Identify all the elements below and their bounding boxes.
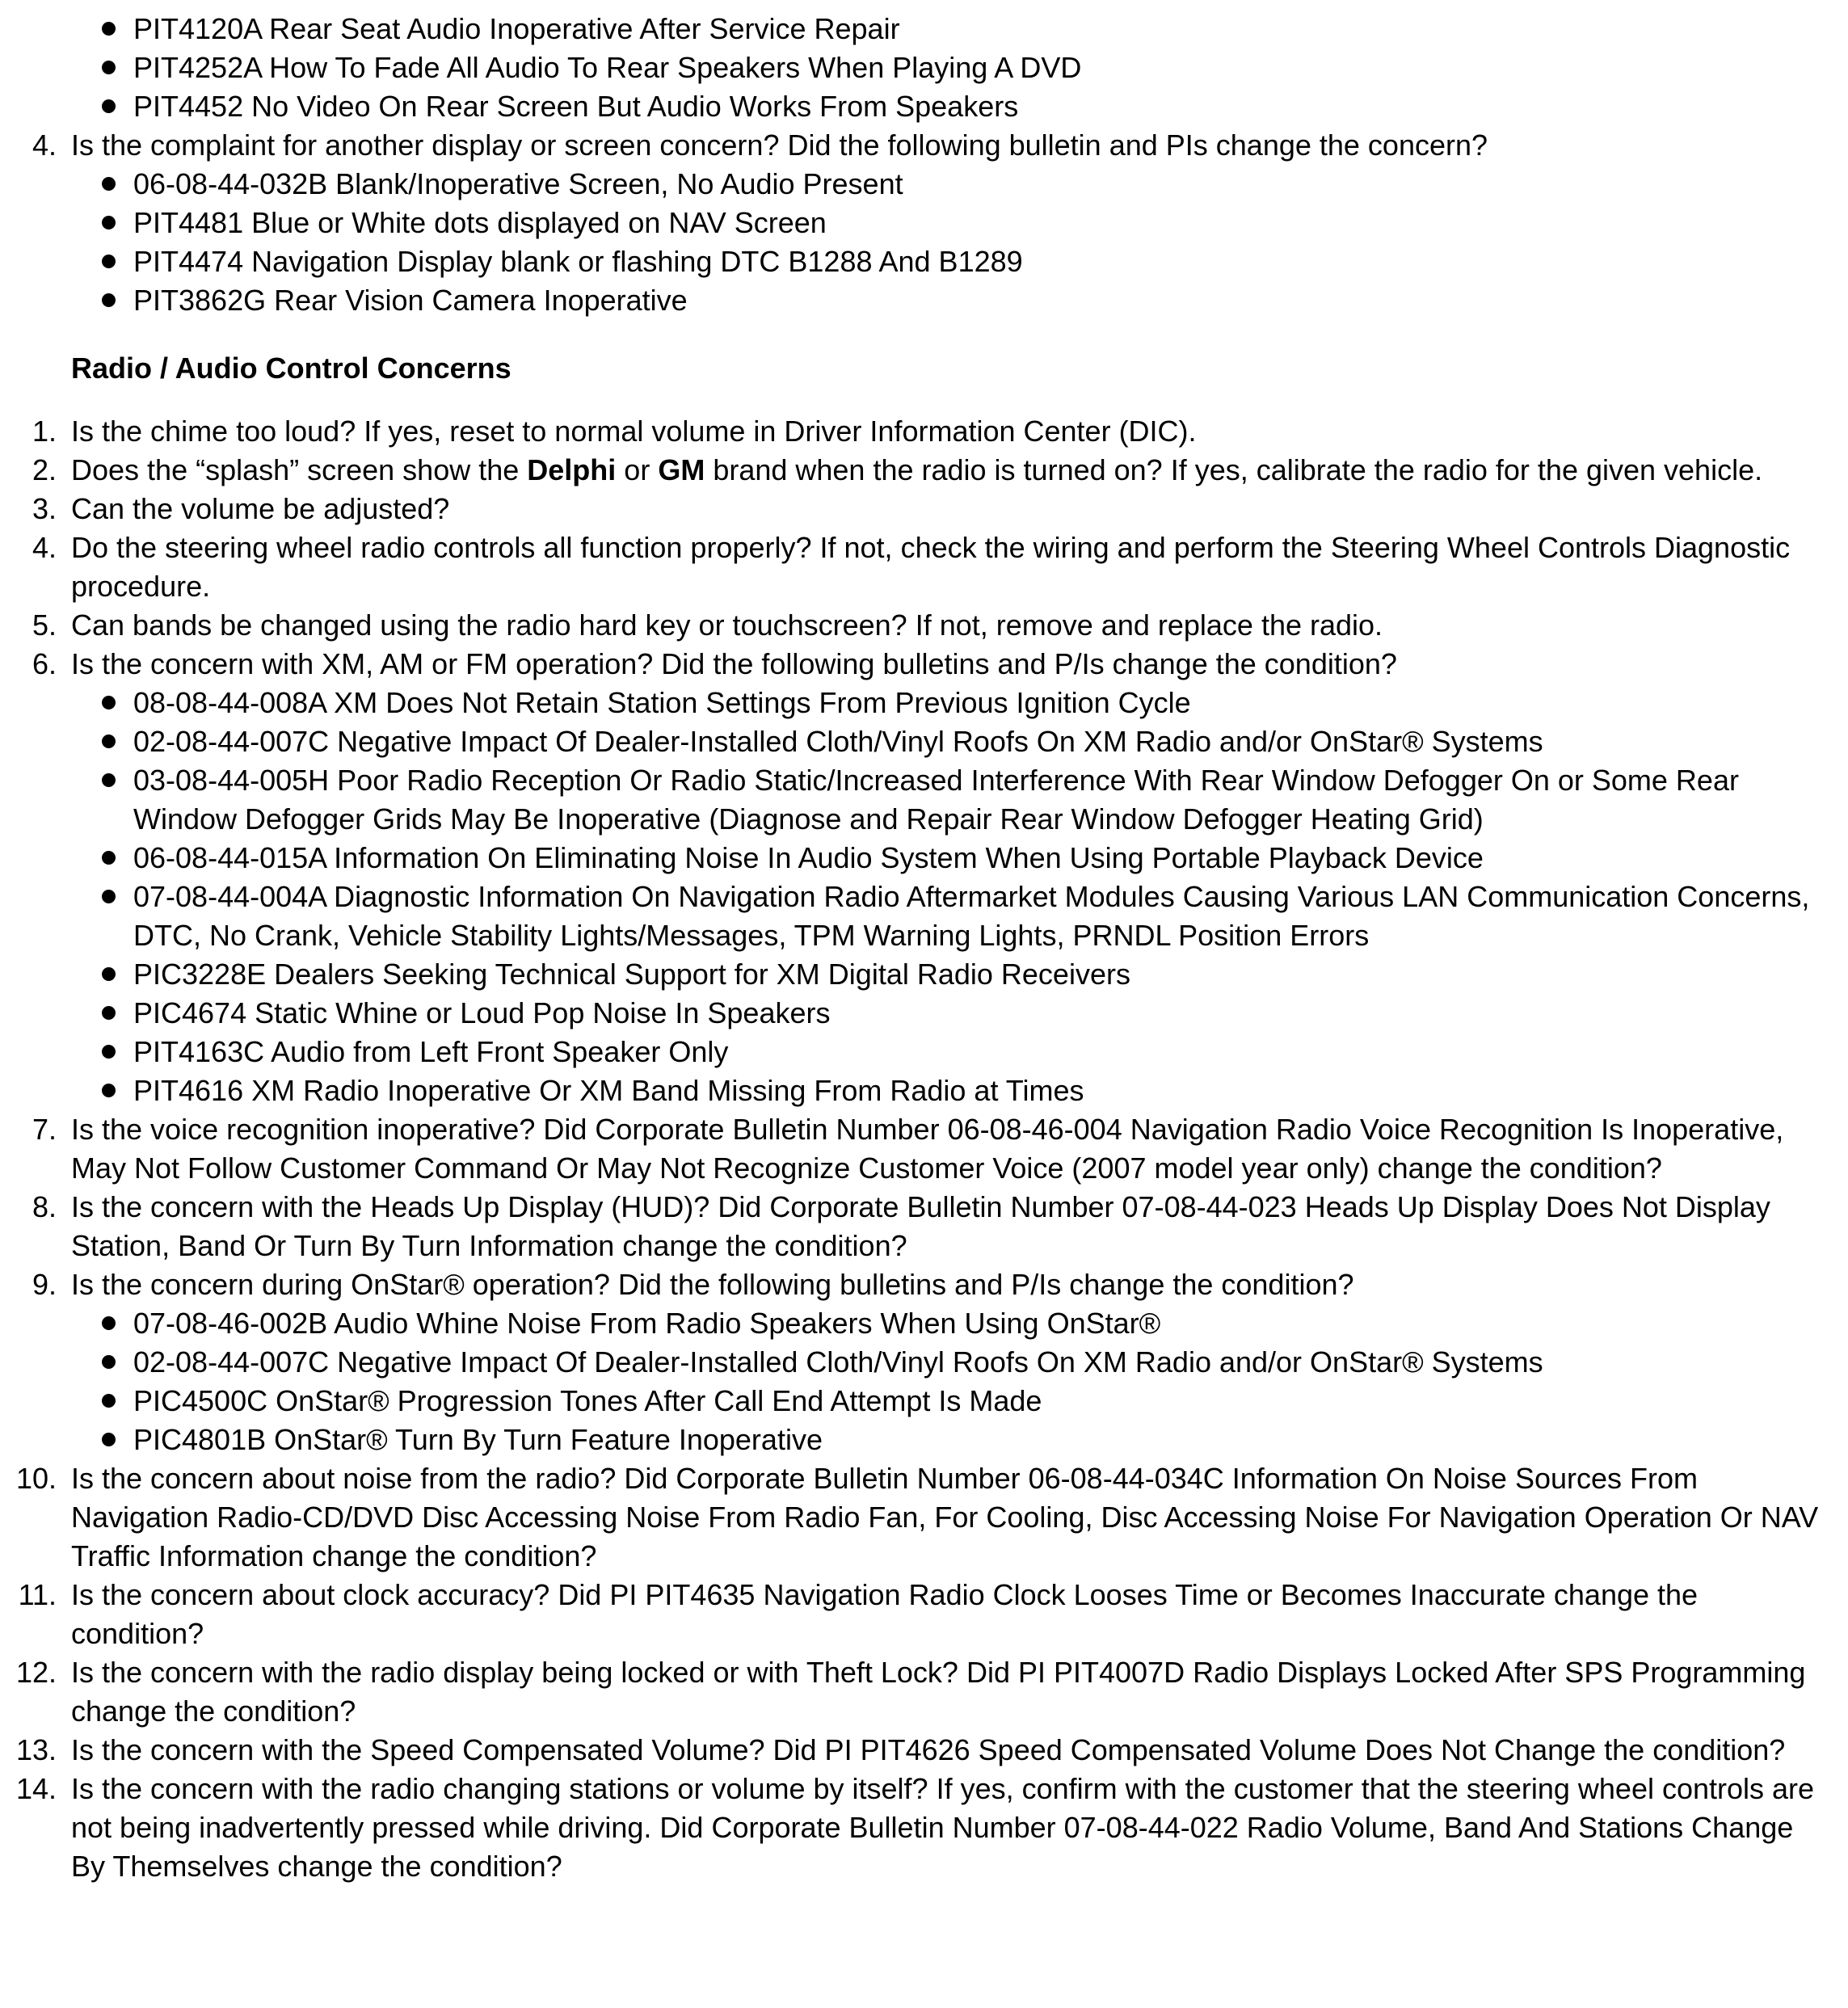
bullet-icon: [71, 1071, 133, 1110]
bullet-text: PIC4801B OnStar® Turn By Turn Feature Inoperative: [133, 1423, 823, 1456]
bullet-text: PIC4674 Static Whine or Loud Pop Noise In Speakers: [133, 996, 831, 1029]
bullet-item: [71, 165, 1835, 204]
numbered-list: [0, 412, 1835, 1886]
bullet-text: 07-08-46-002B Audio Whine Noise From Radio Speakers When Using OnStar®: [133, 1307, 1161, 1340]
item-body: [57, 126, 1835, 320]
bullet-item: [71, 281, 1835, 320]
bullet-item: [71, 761, 1835, 839]
numbered-item: [0, 1188, 1835, 1265]
item-number: 4.: [32, 128, 57, 162]
item-body: [57, 490, 1835, 528]
bold-text: GM: [658, 453, 705, 486]
bullet-item: [71, 878, 1835, 955]
standalone-bullet-list: [0, 10, 1835, 126]
item-body: [57, 606, 1835, 645]
bullet-icon: [71, 242, 133, 281]
item-text: Do the steering wheel radio controls all function properly? If not, check the wiring and perform the Steering Wheel Controls Diagnostic procedure.: [71, 531, 1791, 603]
item-body: [57, 1770, 1835, 1886]
numbered-item: [0, 490, 1835, 528]
numbered-item: [0, 126, 1835, 320]
bullet-item: [71, 839, 1835, 878]
bullet-icon: [71, 48, 133, 87]
bullet-text: PIC4500C OnStar® Progression Tones After Call End Attempt Is Made: [133, 1384, 1042, 1417]
numbered-item: [0, 1459, 1835, 1576]
bullet-icon: [71, 10, 133, 48]
bullet-text: PIT4474 Navigation Display blank or flashing DTC B1288 And B1289: [133, 245, 1023, 278]
bullet-item: [71, 955, 1835, 994]
bullet-item: [71, 994, 1835, 1033]
bullet-text: PIT4252A How To Fade All Audio To Rear Speakers When Playing A DVD: [133, 51, 1082, 84]
bullet-item: [71, 684, 1835, 722]
numbered-item: [0, 606, 1835, 645]
item-number: 7.: [32, 1113, 57, 1146]
bullet-icon: [71, 281, 133, 320]
item-text: Is the chime too loud? If yes, reset to normal volume in Driver Information Center (DIC).: [71, 415, 1197, 448]
item-body: [57, 1188, 1835, 1265]
item-text: Can bands be changed using the radio hard key or touchscreen? If not, remove and replace the radio.: [71, 608, 1383, 642]
item-number: 2.: [32, 453, 57, 486]
bullet-list: [71, 684, 1835, 1110]
item-number: 5.: [32, 608, 57, 642]
bullet-list: [71, 1304, 1835, 1459]
item-body: [57, 1265, 1835, 1459]
numbered-item: [0, 1110, 1835, 1188]
text-segment: brand when the radio is turned on? If yes, calibrate the radio for the given vehicle.: [705, 453, 1763, 486]
bullet-item: [71, 1382, 1835, 1421]
numbered-item: [0, 1731, 1835, 1770]
bullet-list: [71, 165, 1835, 320]
bullet-text: 06-08-44-015A Information On Eliminating Noise In Audio System When Using Portable Playback Device: [133, 841, 1484, 874]
item-number: 8.: [32, 1190, 57, 1223]
bullet-text: PIT4616 XM Radio Inoperative Or XM Band Missing From Radio at Times: [133, 1074, 1084, 1107]
item-body: [57, 528, 1835, 606]
numbered-item: [0, 1265, 1835, 1459]
bullet-item: [71, 1304, 1835, 1343]
bullet-item: [71, 10, 1835, 48]
bullet-icon: [71, 1033, 133, 1071]
bullet-icon: [71, 955, 133, 994]
item-number: 6.: [32, 647, 57, 680]
item-text: Is the concern with the Heads Up Display (HUD)? Did Corporate Bulletin Number 07-08-44-023 Heads Up Display Does Not Display Station, Band Or Turn By Turn Information change the condition?: [71, 1190, 1770, 1262]
item-body: [57, 412, 1835, 451]
bullet-text: 03-08-44-005H Poor Radio Reception Or Radio Static/Increased Interference With Rear Window Defogger On or Some Rear Window Defogger Grids May Be Inoperative (Diagnose and Repair Rear Window Defogger Heating Grid): [133, 764, 1739, 836]
item-number: 14.: [15, 1772, 57, 1805]
item-body: [57, 645, 1835, 1110]
item-text: Is the complaint for another display or screen concern? Did the following bulletin and PIs change the concern?: [71, 128, 1488, 162]
bullet-text: 02-08-44-007C Negative Impact Of Dealer-Installed Cloth/Vinyl Roofs On XM Radio and/or OnStar® Systems: [133, 725, 1543, 758]
bullet-item: [71, 722, 1835, 761]
item-number: 11.: [18, 1578, 57, 1611]
bullet-list: [71, 10, 1835, 126]
bullet-icon: [71, 1382, 133, 1421]
numbered-item: [0, 645, 1835, 1110]
item-body: [57, 1653, 1835, 1731]
bullet-item: [71, 1071, 1835, 1110]
item-text: Is the concern with XM, AM or FM operation? Did the following bulletins and P/Is change the condition?: [71, 647, 1397, 680]
item-text: Is the concern about clock accuracy? Did PI PIT4635 Navigation Radio Clock Looses Time or Becomes Inaccurate change the condition?: [71, 1578, 1699, 1650]
item-number: 10.: [15, 1462, 57, 1495]
bullet-item: [71, 1421, 1835, 1459]
item-text: Is the concern with the radio display being locked or with Theft Lock? Did PI PIT4007D Radio Displays Locked After SPS Programming change the condition?: [71, 1656, 1806, 1728]
bullet-text: 08-08-44-008A XM Does Not Retain Station Settings From Previous Ignition Cycle: [133, 686, 1191, 719]
text-segment: or: [616, 453, 659, 486]
item-text: Is the concern during OnStar® operation? Did the following bulletins and P/Is change the condition?: [71, 1268, 1354, 1301]
bullet-icon: [71, 1304, 133, 1343]
item-text: Is the concern with the Speed Compensated Volume? Did PI PIT4626 Speed Compensated Volume Does Not Change the condition?: [71, 1733, 1786, 1766]
bullet-icon: [71, 1343, 133, 1382]
bullet-text: PIT4481 Blue or White dots displayed on NAV Screen: [133, 206, 827, 239]
bullet-item: [71, 87, 1835, 126]
item-body: [57, 1110, 1835, 1188]
bullet-icon: [71, 165, 133, 204]
item-body: [57, 451, 1835, 490]
section-heading: Radio / Audio Control Concerns: [71, 352, 511, 385]
bullet-text: PIT4452 No Video On Rear Screen But Audio Works From Speakers: [133, 90, 1019, 123]
bullet-item: [71, 242, 1835, 281]
item-body: [57, 1731, 1835, 1770]
bullet-icon: [71, 204, 133, 242]
item-body: [57, 1576, 1835, 1653]
item-text: Is the concern about noise from the radio? Did Corporate Bulletin Number 06-08-44-034C Information On Noise Sources From Navigation Radio-CD/DVD Disc Accessing Noise From Radio Fan, For Cooling, Disc Accessing Noise For Navigation Operation Or NAV Traffic Information change the condition?: [71, 1462, 1819, 1572]
numbered-item: [0, 528, 1835, 606]
bullet-icon: [71, 1421, 133, 1459]
bold-text: Delphi: [527, 453, 617, 486]
numbered-item: [0, 1576, 1835, 1653]
bullet-text: PIT4163C Audio from Left Front Speaker Only: [133, 1035, 729, 1068]
bullet-icon: [71, 684, 133, 722]
item-number: 12.: [15, 1656, 57, 1689]
bullet-icon: [71, 761, 133, 839]
numbered-item: [0, 451, 1835, 490]
bullet-icon: [71, 994, 133, 1033]
bullet-text: 06-08-44-032B Blank/Inoperative Screen, No Audio Present: [133, 167, 903, 200]
bullet-icon: [71, 87, 133, 126]
item-number: 4.: [32, 531, 57, 564]
bullet-text: PIT4120A Rear Seat Audio Inoperative After Service Repair: [133, 12, 900, 45]
numbered-item: [0, 1770, 1835, 1886]
bullet-item: [71, 1033, 1835, 1071]
bullet-item: [71, 1343, 1835, 1382]
numbered-item: [0, 412, 1835, 451]
item-text: Can the volume be adjusted?: [71, 492, 450, 525]
bullet-icon: [71, 878, 133, 955]
bullet-text: PIC3228E Dealers Seeking Technical Support for XM Digital Radio Receivers: [133, 958, 1130, 991]
item-number: 1.: [32, 415, 57, 448]
bullet-icon: [71, 839, 133, 878]
item-number: 3.: [32, 492, 57, 525]
bullet-text: 07-08-44-004A Diagnostic Information On Navigation Radio Aftermarket Modules Causing Various LAN Communication Concerns, DTC, No Crank, Vehicle Stability Lights/Messages, TPM Warning Lights, PRNDL Position Errors: [133, 880, 1810, 952]
item-number: 9.: [32, 1268, 57, 1301]
bullet-icon: [71, 722, 133, 761]
item-text: Is the concern with the radio changing stations or volume by itself? If yes, confirm with the customer that the steering wheel controls are not being inadvertently pressed while driving. Did Corporate Bulletin Number 07-08-44-022 Radio Volume, Band And Stations Change By Themselves change the condition?: [71, 1772, 1815, 1883]
item-text: [71, 451, 1835, 490]
numbered-list: [0, 126, 1835, 320]
bullet-text: 02-08-44-007C Negative Impact Of Dealer-Installed Cloth/Vinyl Roofs On XM Radio and/or OnStar® Systems: [133, 1345, 1543, 1379]
bullet-item: [71, 204, 1835, 242]
text-segment: Does the “splash” screen show the: [71, 453, 528, 486]
bullet-item: [71, 48, 1835, 87]
item-text: Is the voice recognition inoperative? Did Corporate Bulletin Number 06-08-46-004 Navigation Radio Voice Recognition Is Inoperative, May Not Follow Customer Command Or May Not Recognize Customer Voice (2007 model year only) change the condition?: [71, 1113, 1784, 1185]
bullet-text: PIT3862G Rear Vision Camera Inoperative: [133, 284, 688, 317]
numbered-item: [0, 1653, 1835, 1731]
item-body: [57, 1459, 1835, 1576]
item-number: 13.: [15, 1733, 57, 1766]
